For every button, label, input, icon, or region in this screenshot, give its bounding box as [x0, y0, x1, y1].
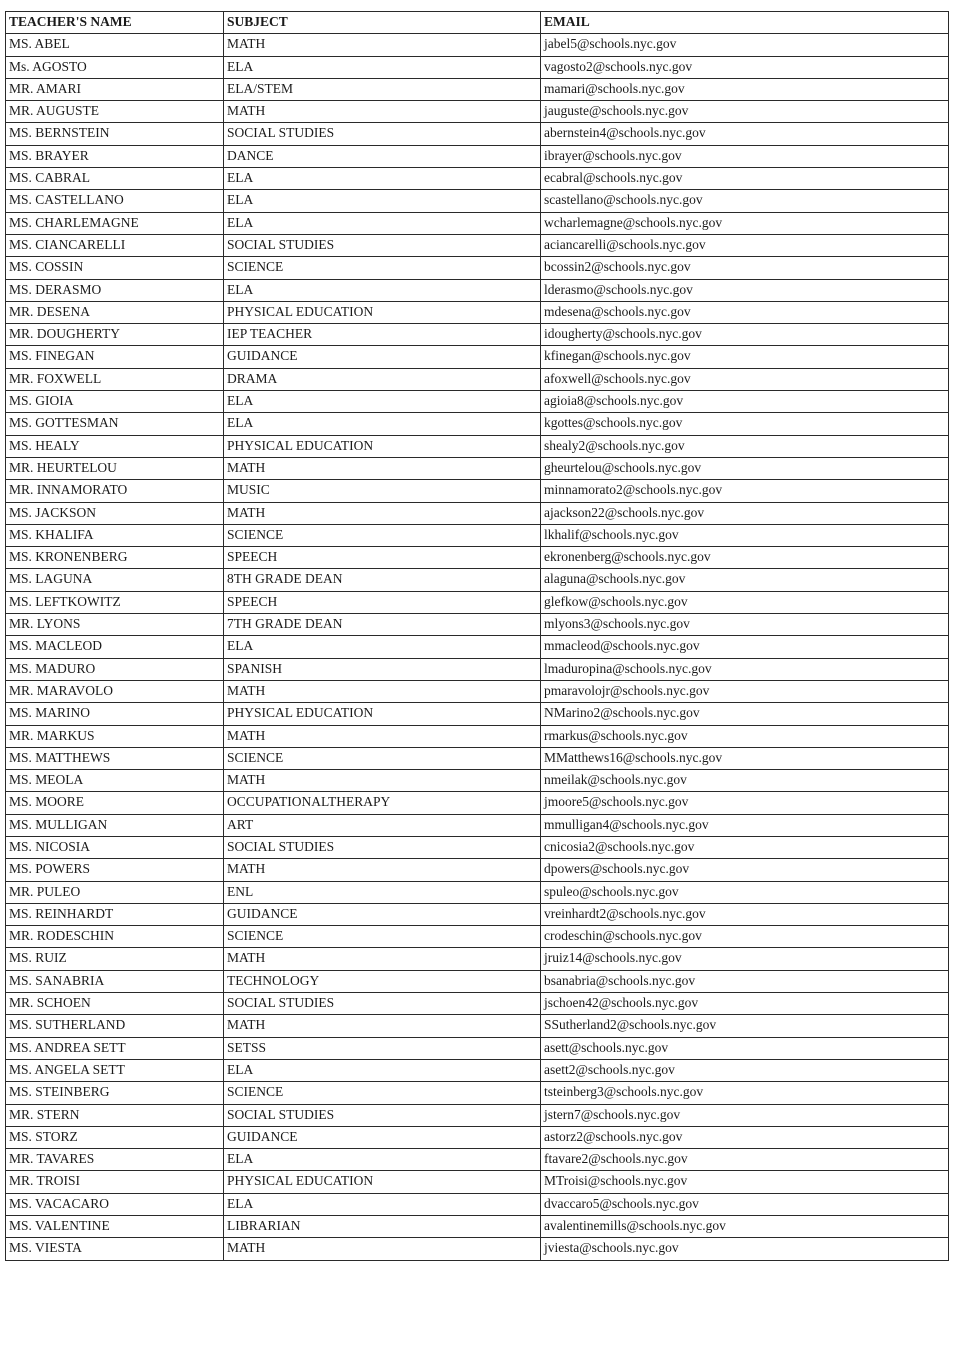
email-cell: lkhalif@schools.nyc.gov	[541, 524, 949, 546]
column-header-email: EMAIL	[541, 12, 949, 34]
email-cell: MTroisi@schools.nyc.gov	[541, 1171, 949, 1193]
subject-cell: MATH	[224, 770, 541, 792]
table-row	[6, 725, 949, 747]
teacher-name-cell: MS. SANABRIA	[6, 970, 224, 992]
table-row	[6, 435, 949, 457]
email-cell: NMarino2@schools.nyc.gov	[541, 703, 949, 725]
teacher-name-cell: MS. LEFTKOWITZ	[6, 591, 224, 613]
table-row	[6, 1216, 949, 1238]
table-row	[6, 658, 949, 680]
table-row	[6, 123, 949, 145]
teacher-name-cell: MS. GOTTESMAN	[6, 413, 224, 435]
table-row	[6, 836, 949, 858]
table-row	[6, 1082, 949, 1104]
email-cell: kgottes@schools.nyc.gov	[541, 413, 949, 435]
table-row	[6, 636, 949, 658]
subject-cell: SPEECH	[224, 547, 541, 569]
teacher-name-cell: MS. CIANCARELLI	[6, 234, 224, 256]
subject-cell: MATH	[224, 1238, 541, 1260]
teacher-name-cell: MS. RUIZ	[6, 948, 224, 970]
subject-cell: ELA	[224, 391, 541, 413]
email-cell: dvaccaro5@schools.nyc.gov	[541, 1193, 949, 1215]
subject-cell: ELA	[224, 190, 541, 212]
email-cell: bcossin2@schools.nyc.gov	[541, 257, 949, 279]
header-row	[6, 12, 949, 34]
table-row	[6, 770, 949, 792]
table-row	[6, 145, 949, 167]
subject-cell: SOCIAL STUDIES	[224, 993, 541, 1015]
teacher-name-cell: MR. SCHOEN	[6, 993, 224, 1015]
teacher-name-cell: MR. TAVARES	[6, 1149, 224, 1171]
teacher-name-cell: MR. PULEO	[6, 881, 224, 903]
teacher-name-cell: MS. MARINO	[6, 703, 224, 725]
teacher-name-cell: MS. LAGUNA	[6, 569, 224, 591]
table-row	[6, 547, 949, 569]
table-row	[6, 502, 949, 524]
teacher-name-cell: MR. MARAVOLO	[6, 680, 224, 702]
teacher-name-cell: MS. ANGELA SETT	[6, 1059, 224, 1081]
email-cell: vagosto2@schools.nyc.gov	[541, 56, 949, 78]
teacher-name-cell: MR. TROISI	[6, 1171, 224, 1193]
email-cell: jruiz14@schools.nyc.gov	[541, 948, 949, 970]
table-row	[6, 257, 949, 279]
teacher-directory-sheet	[5, 11, 948, 1261]
table-row	[6, 301, 949, 323]
teacher-name-cell: MR. DOUGHERTY	[6, 324, 224, 346]
table-row	[6, 56, 949, 78]
email-cell: alaguna@schools.nyc.gov	[541, 569, 949, 591]
table-row	[6, 78, 949, 100]
email-cell: pmaravolojr@schools.nyc.gov	[541, 680, 949, 702]
table-row	[6, 1238, 949, 1260]
subject-cell: GUIDANCE	[224, 346, 541, 368]
email-cell: SSutherland2@schools.nyc.gov	[541, 1015, 949, 1037]
teacher-name-cell: MS. MULLIGAN	[6, 814, 224, 836]
teacher-name-cell: MS. VACACARO	[6, 1193, 224, 1215]
email-cell: idougherty@schools.nyc.gov	[541, 324, 949, 346]
table-row	[6, 747, 949, 769]
subject-cell: ELA	[224, 212, 541, 234]
table-row	[6, 1193, 949, 1215]
teacher-name-cell: MS. MADURO	[6, 658, 224, 680]
table-row	[6, 480, 949, 502]
subject-cell: 7TH GRADE DEAN	[224, 614, 541, 636]
subject-cell: MATH	[224, 457, 541, 479]
teacher-name-cell: MS. NICOSIA	[6, 836, 224, 858]
email-cell: aciancarelli@schools.nyc.gov	[541, 234, 949, 256]
teacher-name-cell: MR. MARKUS	[6, 725, 224, 747]
subject-cell: MUSIC	[224, 480, 541, 502]
table-row	[6, 970, 949, 992]
teacher-name-cell: MS. JACKSON	[6, 502, 224, 524]
teacher-name-cell: MS. CABRAL	[6, 168, 224, 190]
table-row	[6, 859, 949, 881]
subject-cell: ELA	[224, 56, 541, 78]
table-row	[6, 614, 949, 636]
subject-cell: OCCUPATIONALTHERAPY	[224, 792, 541, 814]
subject-cell: MATH	[224, 680, 541, 702]
table-row	[6, 569, 949, 591]
subject-cell: SPANISH	[224, 658, 541, 680]
table-row	[6, 457, 949, 479]
subject-cell: SETSS	[224, 1037, 541, 1059]
teacher-name-cell: MS. CHARLEMAGNE	[6, 212, 224, 234]
email-cell: lmaduropina@schools.nyc.gov	[541, 658, 949, 680]
teacher-name-cell: MS. COSSIN	[6, 257, 224, 279]
email-cell: mlyons3@schools.nyc.gov	[541, 614, 949, 636]
email-cell: agioia8@schools.nyc.gov	[541, 391, 949, 413]
teacher-name-cell: MS. SUTHERLAND	[6, 1015, 224, 1037]
email-cell: jabel5@schools.nyc.gov	[541, 34, 949, 56]
subject-cell: ELA	[224, 1149, 541, 1171]
table-row	[6, 324, 949, 346]
table-row	[6, 1149, 949, 1171]
email-cell: afoxwell@schools.nyc.gov	[541, 368, 949, 390]
email-cell: mmacleod@schools.nyc.gov	[541, 636, 949, 658]
table-row	[6, 903, 949, 925]
subject-cell: MATH	[224, 948, 541, 970]
subject-cell: SOCIAL STUDIES	[224, 234, 541, 256]
subject-cell: TECHNOLOGY	[224, 970, 541, 992]
teacher-name-cell: MR. LYONS	[6, 614, 224, 636]
email-cell: avalentinemills@schools.nyc.gov	[541, 1216, 949, 1238]
teacher-name-cell: MR. RODESCHIN	[6, 926, 224, 948]
subject-cell: PHYSICAL EDUCATION	[224, 703, 541, 725]
email-cell: asett2@schools.nyc.gov	[541, 1059, 949, 1081]
table-row	[6, 680, 949, 702]
teacher-name-cell: MS. STEINBERG	[6, 1082, 224, 1104]
email-cell: gheurtelou@schools.nyc.gov	[541, 457, 949, 479]
email-cell: tsteinberg3@schools.nyc.gov	[541, 1082, 949, 1104]
subject-cell: SCIENCE	[224, 747, 541, 769]
email-cell: bsanabria@schools.nyc.gov	[541, 970, 949, 992]
teacher-name-cell: MS. VALENTINE	[6, 1216, 224, 1238]
teacher-name-cell: MS. MACLEOD	[6, 636, 224, 658]
subject-cell: SOCIAL STUDIES	[224, 123, 541, 145]
subject-cell: ELA	[224, 636, 541, 658]
teacher-name-cell: MR. HEURTELOU	[6, 457, 224, 479]
subject-cell: GUIDANCE	[224, 1126, 541, 1148]
subject-cell: MATH	[224, 859, 541, 881]
email-cell: jauguste@schools.nyc.gov	[541, 101, 949, 123]
email-cell: ibrayer@schools.nyc.gov	[541, 145, 949, 167]
subject-cell: ART	[224, 814, 541, 836]
subject-cell: ELA	[224, 1193, 541, 1215]
teacher-name-cell: MR. AMARI	[6, 78, 224, 100]
teacher-name-cell: Ms. AGOSTO	[6, 56, 224, 78]
subject-cell: SOCIAL STUDIES	[224, 1104, 541, 1126]
email-cell: jstern7@schools.nyc.gov	[541, 1104, 949, 1126]
email-cell: jmoore5@schools.nyc.gov	[541, 792, 949, 814]
email-cell: ecabral@schools.nyc.gov	[541, 168, 949, 190]
subject-cell: SPEECH	[224, 591, 541, 613]
teacher-name-cell: MR. INNAMORATO	[6, 480, 224, 502]
teacher-name-cell: MS. KHALIFA	[6, 524, 224, 546]
subject-cell: MATH	[224, 725, 541, 747]
teacher-name-cell: MS. REINHARDT	[6, 903, 224, 925]
email-cell: abernstein4@schools.nyc.gov	[541, 123, 949, 145]
email-cell: glefkow@schools.nyc.gov	[541, 591, 949, 613]
table-body	[6, 34, 949, 1260]
email-cell: minnamorato2@schools.nyc.gov	[541, 480, 949, 502]
subject-cell: DANCE	[224, 145, 541, 167]
teacher-name-cell: MS. MATTHEWS	[6, 747, 224, 769]
email-cell: rmarkus@schools.nyc.gov	[541, 725, 949, 747]
teacher-name-cell: MR. STERN	[6, 1104, 224, 1126]
subject-cell: ELA	[224, 279, 541, 301]
table-row	[6, 212, 949, 234]
teacher-name-cell: MS. CASTELLANO	[6, 190, 224, 212]
email-cell: scastellano@schools.nyc.gov	[541, 190, 949, 212]
subject-cell: IEP TEACHER	[224, 324, 541, 346]
email-cell: MMatthews16@schools.nyc.gov	[541, 747, 949, 769]
subject-cell: PHYSICAL EDUCATION	[224, 1171, 541, 1193]
table-row	[6, 1126, 949, 1148]
subject-cell: PHYSICAL EDUCATION	[224, 301, 541, 323]
subject-cell: SCIENCE	[224, 524, 541, 546]
table-row	[6, 391, 949, 413]
teacher-name-cell: MS. MEOLA	[6, 770, 224, 792]
subject-cell: 8TH GRADE DEAN	[224, 569, 541, 591]
teacher-name-cell: MS. ANDREA SETT	[6, 1037, 224, 1059]
table-row	[6, 591, 949, 613]
teacher-name-cell: MR. AUGUSTE	[6, 101, 224, 123]
teacher-name-cell: MS. KRONENBERG	[6, 547, 224, 569]
email-cell: lderasmo@schools.nyc.gov	[541, 279, 949, 301]
email-cell: mmulligan4@schools.nyc.gov	[541, 814, 949, 836]
table-row	[6, 413, 949, 435]
teacher-directory-table	[5, 11, 949, 1261]
table-row	[6, 926, 949, 948]
teacher-name-cell: MS. DERASMO	[6, 279, 224, 301]
subject-cell: PHYSICAL EDUCATION	[224, 435, 541, 457]
table-row	[6, 792, 949, 814]
teacher-name-cell: MR. DESENA	[6, 301, 224, 323]
teacher-name-cell: MS. GIOIA	[6, 391, 224, 413]
table-row	[6, 1171, 949, 1193]
subject-cell: SCIENCE	[224, 1082, 541, 1104]
teacher-name-cell: MS. BERNSTEIN	[6, 123, 224, 145]
email-cell: kfinegan@schools.nyc.gov	[541, 346, 949, 368]
subject-cell: LIBRARIAN	[224, 1216, 541, 1238]
subject-cell: MATH	[224, 502, 541, 524]
email-cell: mamari@schools.nyc.gov	[541, 78, 949, 100]
subject-cell: GUIDANCE	[224, 903, 541, 925]
subject-cell: ELA/STEM	[224, 78, 541, 100]
table-row	[6, 1037, 949, 1059]
table-row	[6, 101, 949, 123]
subject-cell: ELA	[224, 168, 541, 190]
table-row	[6, 814, 949, 836]
email-cell: dpowers@schools.nyc.gov	[541, 859, 949, 881]
email-cell: crodeschin@schools.nyc.gov	[541, 926, 949, 948]
email-cell: cnicosia2@schools.nyc.gov	[541, 836, 949, 858]
table-row	[6, 1104, 949, 1126]
subject-cell: MATH	[224, 101, 541, 123]
table-row	[6, 881, 949, 903]
table-row	[6, 948, 949, 970]
email-cell: ekronenberg@schools.nyc.gov	[541, 547, 949, 569]
table-row	[6, 168, 949, 190]
column-header-name: TEACHER'S NAME	[6, 12, 224, 34]
teacher-name-cell: MS. MOORE	[6, 792, 224, 814]
teacher-name-cell: MS. HEALY	[6, 435, 224, 457]
subject-cell: SCIENCE	[224, 257, 541, 279]
table-row	[6, 279, 949, 301]
teacher-name-cell: MR. FOXWELL	[6, 368, 224, 390]
table-row	[6, 234, 949, 256]
table-row	[6, 524, 949, 546]
teacher-name-cell: MS. STORZ	[6, 1126, 224, 1148]
table-row	[6, 1059, 949, 1081]
email-cell: ajackson22@schools.nyc.gov	[541, 502, 949, 524]
table-row	[6, 368, 949, 390]
email-cell: astorz2@schools.nyc.gov	[541, 1126, 949, 1148]
email-cell: nmeilak@schools.nyc.gov	[541, 770, 949, 792]
teacher-name-cell: MS. VIESTA	[6, 1238, 224, 1260]
email-cell: mdesena@schools.nyc.gov	[541, 301, 949, 323]
table-header	[6, 12, 949, 34]
table-row	[6, 703, 949, 725]
email-cell: shealy2@schools.nyc.gov	[541, 435, 949, 457]
email-cell: jviesta@schools.nyc.gov	[541, 1238, 949, 1260]
subject-cell: ELA	[224, 1059, 541, 1081]
teacher-name-cell: MS. FINEGAN	[6, 346, 224, 368]
subject-cell: DRAMA	[224, 368, 541, 390]
teacher-name-cell: MS. POWERS	[6, 859, 224, 881]
email-cell: asett@schools.nyc.gov	[541, 1037, 949, 1059]
column-header-subject: SUBJECT	[224, 12, 541, 34]
email-cell: ftavare2@schools.nyc.gov	[541, 1149, 949, 1171]
table-row	[6, 34, 949, 56]
table-row	[6, 346, 949, 368]
table-row	[6, 1015, 949, 1037]
subject-cell: SOCIAL STUDIES	[224, 836, 541, 858]
email-cell: jschoen42@schools.nyc.gov	[541, 993, 949, 1015]
email-cell: vreinhardt2@schools.nyc.gov	[541, 903, 949, 925]
subject-cell: SCIENCE	[224, 926, 541, 948]
table-row	[6, 190, 949, 212]
subject-cell: ENL	[224, 881, 541, 903]
table-row	[6, 993, 949, 1015]
subject-cell: ELA	[224, 413, 541, 435]
email-cell: spuleo@schools.nyc.gov	[541, 881, 949, 903]
email-cell: wcharlemagne@schools.nyc.gov	[541, 212, 949, 234]
teacher-name-cell: MS. BRAYER	[6, 145, 224, 167]
subject-cell: MATH	[224, 34, 541, 56]
teacher-name-cell: MS. ABEL	[6, 34, 224, 56]
subject-cell: MATH	[224, 1015, 541, 1037]
